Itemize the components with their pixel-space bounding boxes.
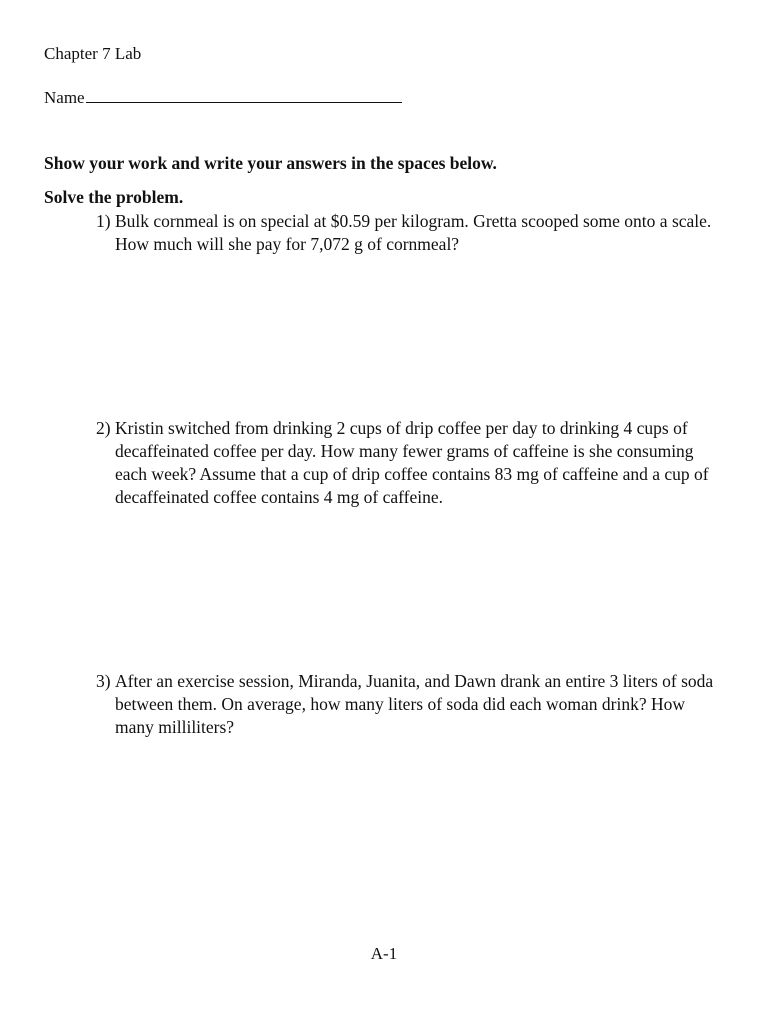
problem-2 (96, 417, 726, 509)
problem-3 (96, 670, 726, 739)
name-blank-line[interactable] (86, 86, 402, 103)
name-field-row (44, 86, 402, 109)
problem-text: After an exercise session, Miranda, Juanita, and Dawn drank an entire 3 liters of soda between them. On average, how many liters of soda did each woman drink? How many milliliters? (115, 671, 714, 737)
page-number: A-1 (370, 944, 398, 963)
problem-number: 3) (96, 671, 111, 691)
page-title: Chapter 7 Lab (44, 44, 142, 63)
problem-text: Kristin switched from drinking 2 cups of drip coffee per day to drinking 4 cups of decaffeinated coffee per day. How many fewer grams of caffeine is she consuming each week? Assume that a cup of drip coffee contains 83 mg of caffeine and a cup of decaffeinated coffee contains 4 mg of caffeine. (115, 418, 709, 507)
problem-text: Bulk cornmeal is on special at $0.59 per kilogram. Gretta scooped some onto a scale. How much will she pay for 7,072 g of cornmeal? (115, 211, 712, 254)
section-title: Solve the problem. (44, 187, 184, 207)
instructions-text: Show your work and write your answers in the spaces below. (44, 153, 497, 173)
problem-number: 1) (96, 211, 111, 231)
problem-1 (96, 210, 726, 256)
name-label: Name (44, 88, 85, 107)
problem-number: 2) (96, 418, 111, 438)
